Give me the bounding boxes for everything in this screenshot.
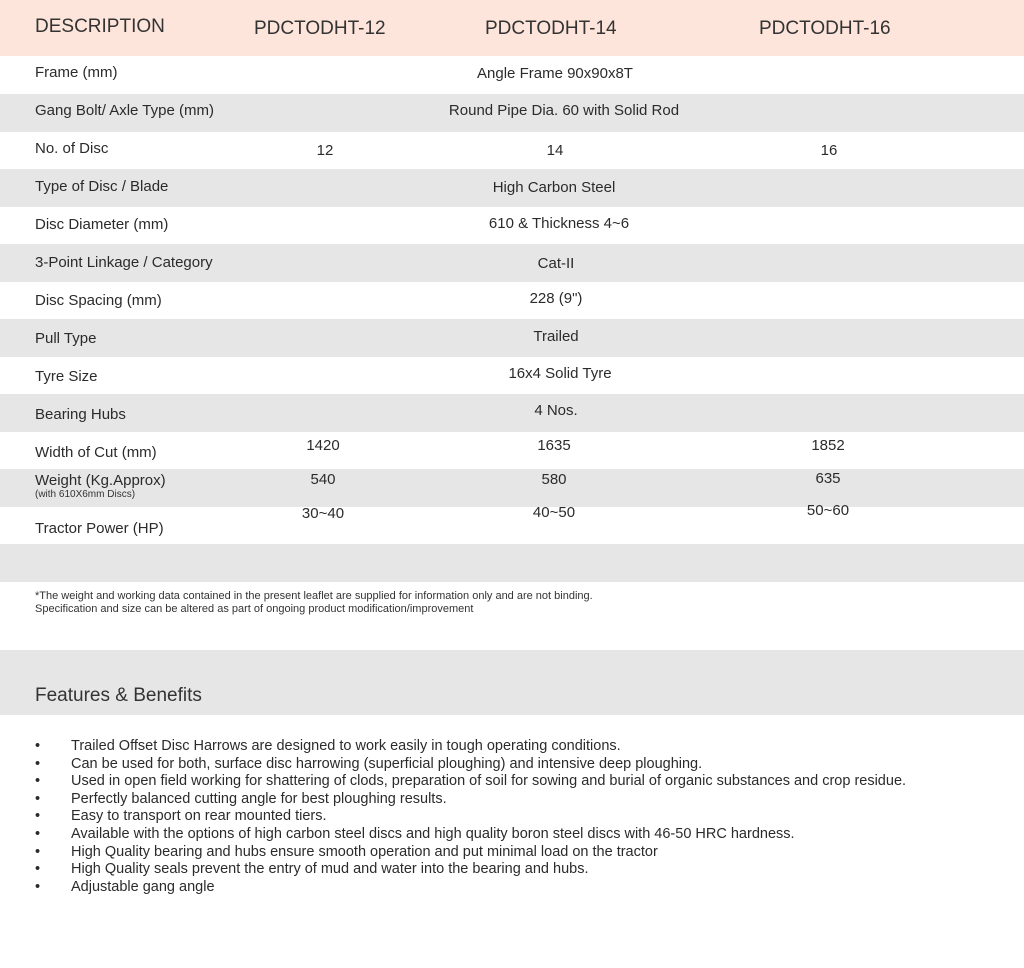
spec-value: 4 Nos.	[534, 402, 578, 419]
feature-text: Easy to transport on rear mounted tiers.	[71, 808, 327, 825]
spec-value: 610 & Thickness 4~6	[488, 215, 630, 232]
list-item	[0, 808, 1024, 826]
disclaimer-line: *The weight and working data contained in the present leaflet are supplied for information only and are not binding.	[35, 590, 593, 602]
spec-row-tractor-power	[0, 502, 1024, 544]
spec-row-frame	[0, 56, 1024, 94]
feature-text: Can be used for both, surface disc harrowing (superficial ploughing) and intensive deep ploughing.	[71, 755, 703, 772]
spec-row-weight	[0, 469, 1024, 507]
spec-label: No. of Disc	[35, 140, 109, 157]
spec-label: Gang Bolt/ Axle Type (mm)	[35, 102, 214, 119]
feature-text: Trailed Offset Disc Harrows are designed to work easily in tough operating conditions.	[71, 738, 621, 754]
feature-text: Perfectly balanced cutting angle for best ploughing results.	[71, 790, 447, 807]
spec-row-empty	[0, 544, 1024, 582]
list-item	[0, 879, 1024, 897]
spec-label: Tractor Power (HP)	[35, 520, 164, 537]
header-model-16: PDCTODHT-16	[759, 18, 891, 39]
spec-value: Round Pipe Dia. 60 with Solid Rod	[448, 102, 680, 119]
bullet-icon: •	[35, 861, 41, 878]
spec-value: Trailed	[533, 328, 579, 345]
spec-label: Disc Spacing (mm)	[35, 292, 162, 309]
header-model-14: PDCTODHT-14	[485, 18, 617, 39]
list-item	[0, 738, 1024, 756]
spec-value-12: 540	[310, 471, 336, 488]
spec-label: Pull Type	[35, 330, 97, 347]
header-description: DESCRIPTION	[35, 16, 165, 37]
bullet-icon: •	[35, 808, 41, 825]
features-title: Features & Benefits	[35, 685, 202, 706]
disclaimer-notes	[35, 590, 593, 616]
spec-value: 16x4 Solid Tyre	[508, 365, 612, 382]
spec-row-tyre-size	[0, 356, 1024, 394]
spec-row-pull-type	[0, 319, 1024, 357]
spec-value-16: 50~60	[806, 502, 850, 519]
feature-text: Used in open field working for shattering of clods, preparation of soil for sowing and burial of organic substances and crop residue.	[71, 773, 907, 790]
spec-value-14: 1635	[537, 437, 571, 454]
feature-text: High Quality seals prevent the entry of mud and water into the bearing and hubs.	[71, 861, 589, 878]
spec-value-14: 14	[546, 142, 564, 159]
spec-value-14: 580	[541, 471, 567, 488]
spec-row-disc-spacing	[0, 281, 1024, 319]
spec-table-header	[0, 0, 1024, 56]
feature-text: High Quality bearing and hubs ensure smooth operation and put minimal load on the tractor	[71, 843, 658, 860]
header-model-12: PDCTODHT-12	[254, 18, 386, 39]
list-item	[0, 826, 1024, 844]
feature-text: Adjustable gang angle	[71, 878, 215, 895]
list-item	[0, 791, 1024, 809]
bullet-icon: •	[35, 738, 41, 754]
spec-label: 3-Point Linkage / Category	[35, 254, 213, 271]
spec-label: Disc Diameter (mm)	[35, 216, 169, 233]
spec-label: Tyre Size	[35, 368, 98, 385]
spec-label: Type of Disc / Blade	[35, 178, 169, 195]
spec-value-16: 635	[815, 470, 841, 487]
spec-value-16: 16	[820, 142, 838, 159]
bullet-icon: •	[35, 773, 41, 790]
bullet-icon: •	[35, 755, 41, 772]
bullet-icon: •	[35, 825, 41, 842]
list-item	[0, 844, 1024, 862]
spec-value: Cat-II	[537, 255, 575, 272]
list-item	[0, 773, 1024, 791]
spec-row-no-of-disc	[0, 131, 1024, 169]
spec-row-disc-diameter	[0, 206, 1024, 244]
spec-label: Weight (Kg.Approx)	[35, 472, 166, 489]
spec-value: High Carbon Steel	[492, 179, 616, 196]
features-list	[0, 738, 1024, 896]
feature-text: Available with the options of high carbon steel discs and high quality boron steel discs with 46-50 HRC hardness.	[71, 825, 795, 842]
spec-row-gang-bolt	[0, 94, 1024, 132]
spec-row-width-of-cut	[0, 431, 1024, 469]
list-item	[0, 756, 1024, 774]
spec-row-bearing-hubs	[0, 394, 1024, 432]
bullet-icon: •	[35, 843, 41, 860]
spec-value-14: 40~50	[532, 504, 576, 521]
bullet-icon: •	[35, 790, 41, 807]
spec-value-12: 1420	[306, 437, 340, 454]
list-item	[0, 861, 1024, 879]
spec-value-12: 12	[316, 142, 334, 159]
spec-value-16: 1852	[811, 437, 845, 454]
spec-label: Width of Cut (mm)	[35, 444, 157, 461]
bullet-icon: •	[35, 878, 41, 895]
spec-value: Angle Frame 90x90x8T	[477, 65, 633, 82]
spec-value-12: 30~40	[301, 505, 345, 522]
spec-value: 228 (9")	[529, 290, 583, 307]
spec-row-disc-type	[0, 169, 1024, 207]
spec-label: Frame (mm)	[35, 64, 118, 81]
disclaimer-line: Specification and size can be altered as part of ongoing product modification/improvement	[35, 603, 474, 615]
spec-label: Bearing Hubs	[35, 406, 126, 423]
spec-sublabel: (with 610X6mm Discs)	[35, 489, 136, 500]
spec-row-linkage	[0, 244, 1024, 282]
